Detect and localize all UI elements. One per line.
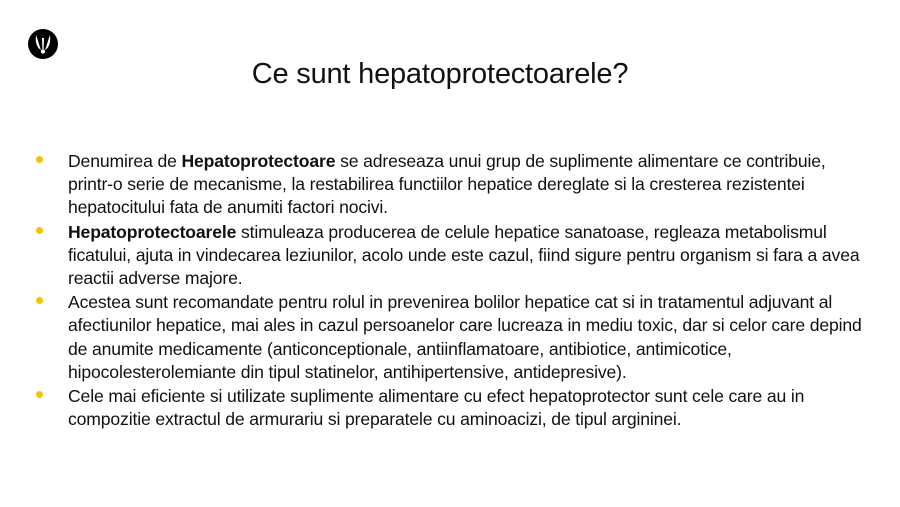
bullet-text — [68, 292, 862, 382]
bullet-dot-icon — [36, 297, 43, 304]
bullet-text — [68, 222, 859, 288]
bullet-bold-term: Hepatoprotectoarele — [68, 221, 237, 242]
bullet-text — [68, 386, 804, 429]
bullet-bold-term: Hepatoprotectoare — [181, 151, 336, 171]
bullet-item — [36, 385, 866, 431]
bullet-dot-icon — [36, 391, 43, 398]
bullet-list — [36, 150, 866, 432]
bullet-item — [36, 150, 866, 220]
bullet-body: stimuleaza producerea de celule hepatice sanatoase, regleaza metabolismul ficatului, ajuta in vindecarea leziunilor, acolo unde este cazul, fiind sigure pentru organism si fara a avea reactii adverse majore. — [68, 221, 860, 289]
bullet-body: se adreseaza unui grup de suplimente alimentare ce contribuie, printr-o serie de mecanisme, la restabilirea functiilor hepatice dereglate si la cresterea rezistentei hepatocitului fata de anumiti factori nocivi. — [68, 151, 826, 218]
bullet-dot-icon — [36, 156, 43, 163]
bullet-dot-icon — [36, 227, 43, 234]
bullet-item — [36, 221, 866, 291]
bullet-body: Acestea sunt recomandate pentru rolul in prevenirea bolilor hepatice cat si in tratamentul adjuvant al afectiunilor hepatice, mai ales in cazul persoanelor care lucreaza in mediu toxic, dar si celor care depind de anumite medicamente (anticonceptionale, antiinflamatoare, antibiotice, antimicotice, hipocolesterolemiante din tipul statinelor, antihipertensive, antidepresive). — [68, 292, 862, 382]
bullet-item — [36, 291, 866, 384]
bullet-body: Cele mai eficiente si utilizate suplimente alimentare cu efect hepatoprotector sunt cele care au in compozitie extractul de armurariu si preparatele cu aminoacizi, de tipul argininei. — [68, 386, 805, 430]
bullet-prefix: Denumirea de — [68, 151, 182, 171]
bullet-text — [68, 151, 826, 217]
slide-title: Ce sunt hepatoprotectoarele? — [251, 58, 629, 90]
